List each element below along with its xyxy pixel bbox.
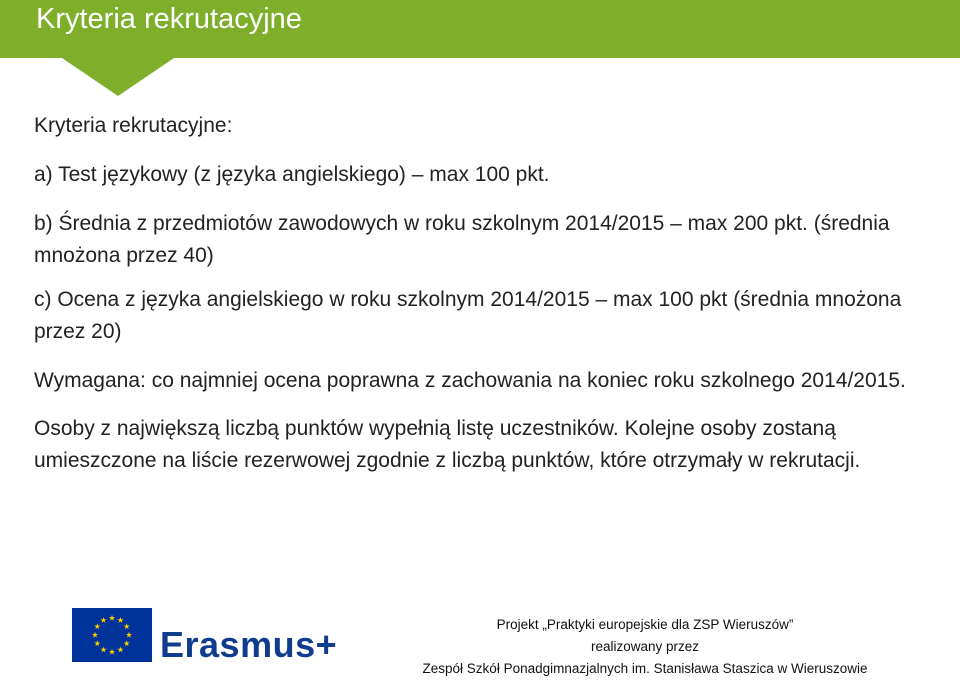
project-info xyxy=(395,614,895,680)
school-line: Zespół Szkół Ponadgimnazjalnych im. Stanisława Staszica w Wieruszowie xyxy=(422,661,868,676)
erasmus-logo xyxy=(72,608,342,664)
criteria-item-b: b) Średnia z przedmiotów zawodowych w roku szkolnym 2014/2015 – max 200 pkt. (średnia mnożona przez 40) xyxy=(34,212,890,267)
criteria-item-a: a) Test językowy (z języka angielskiego) – max 100 pkt. xyxy=(34,163,550,186)
requirement-text: Wymagana: co najmniej ocena poprawna z zachowania na koniec roku szkolnego 2014/2015. xyxy=(34,369,906,392)
content-body xyxy=(34,110,934,494)
erasmus-logo-text: Erasmus+ xyxy=(160,624,338,665)
criteria-item-c: c) Ocena z języka angielskiego w roku szkolnym 2014/2015 – max 100 pkt (średnia mnożona przez 20) xyxy=(34,288,902,343)
selection-text: Osoby z największą liczbą punktów wypełnią listę uczestników. Kolejne osoby zostaną umieszczone na liście rezerwowej zgodnie z liczbą punktów, które otrzymały w rekrutacji. xyxy=(34,417,861,472)
eu-flag-icon xyxy=(72,608,152,662)
header-bar xyxy=(0,0,960,58)
project-line: Projekt „Praktyki europejskie dla ZSP Wieruszów” xyxy=(496,617,794,632)
criteria-intro: Kryteria rekrutacyjne: xyxy=(34,114,233,137)
page-title: Kryteria rekrutacyjne xyxy=(36,3,302,35)
realized-line: realizowany przez xyxy=(590,639,700,654)
header-arrow-decoration xyxy=(62,58,174,96)
